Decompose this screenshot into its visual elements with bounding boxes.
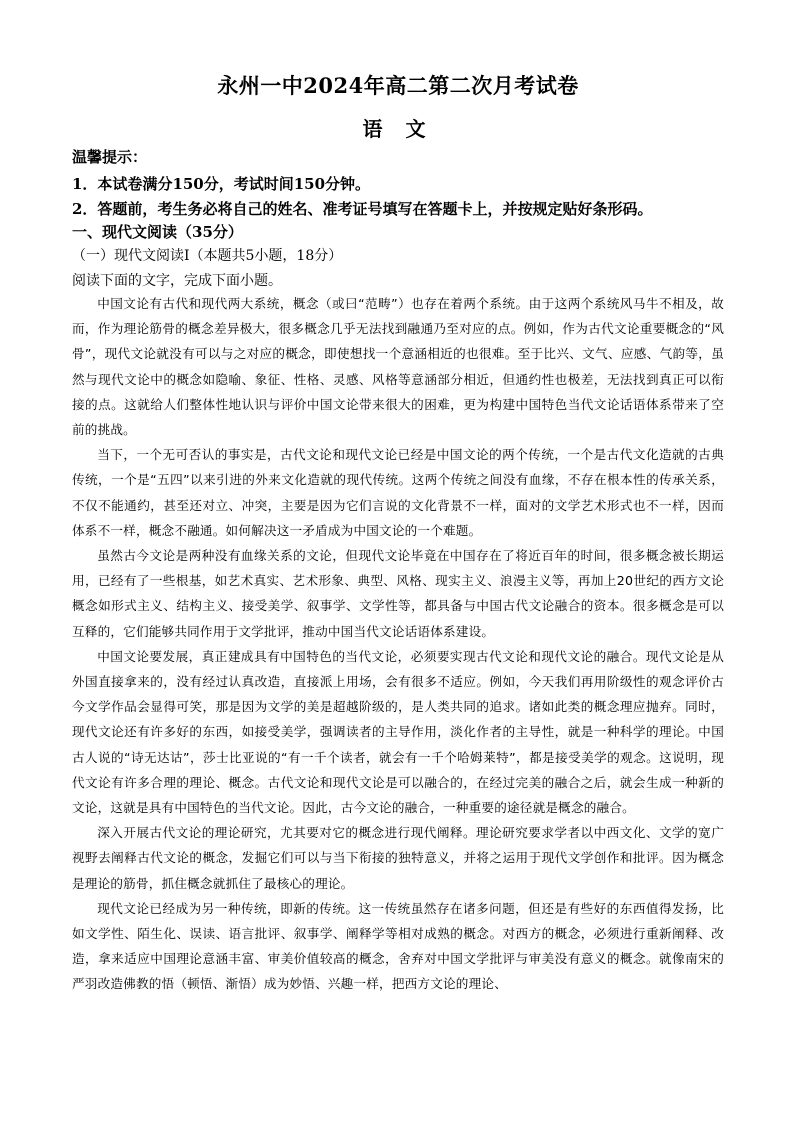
notice-heading: 温馨提示： bbox=[72, 148, 148, 166]
notice-item-1: 1．本试卷满分150分，考试时间150分钟。 bbox=[72, 175, 371, 193]
reading-passage bbox=[72, 291, 724, 997]
reading-instruction: 阅读下面的文字，完成下面小题。 bbox=[72, 273, 282, 289]
section-heading: 一、现代文阅读（35分） bbox=[72, 223, 243, 241]
passage-paragraph: 中国文论有古代和现代两大系统，概念（或曰“范畴”）也存在着两个系统。由于这两个系统风马牛不相及，故而，作为理论筋骨的概念差异极大，很多概念几乎无法找到融通乃至对应的点。例如，作为古代文论重要概念的“风骨”，现代文论就没有可以与之对应的概念，即使想找一个意涵相近的也很难。至于比兴、文气、应感、气韵等，虽然与现代文论中的概念如隐喻、象征、性格、灵感、风格等意涵部分相近，但通约性也极差，无法找到真正可以衔接的点。这就给人们整体性地认识与评价中国文论带来很大的困难，更为构建中国特色当代文论话语体系带来了空前的挑战。 bbox=[72, 296, 724, 438]
passage-paragraph: 现代文论已经成为另一种传统，即新的传统。这一传统虽然存在诸多问题，但还是有些好的东西值得发扬，比如文学性、陌生化、误读、语言批评、叙事学、阐释学等相对成熟的概念。对西方的概念，必须进行重新阐释、改造，拿来适应中国理论意涵丰富、审美价值较高的概念，舍弃对中国文学批评与审美没有意义的概念。就像南宋的严羽改造佛教的悟（顿悟、渐悟）成为妙悟、兴趣一样，把西方文论的理论、 bbox=[72, 900, 724, 992]
passage-paragraph: 深入开展古代文论的理论研究，尤其要对它的概念进行现代阐释。理论研究要求学者以中西文化、文学的宽广视野去阐释古代文论的概念，发掘它们可以与当下衔接的独特意义，并将之运用于现代文学创作和批评。因为概念是理论的筋骨，抓住概念就抓住了最核心的理论。 bbox=[72, 825, 724, 891]
notice-item-2: 2．答题前，考生务必将自己的姓名、准考证号填写在答题卡上，并按规定贴好条形码。 bbox=[72, 200, 653, 218]
subject-title: 语 文 bbox=[362, 117, 434, 141]
section-subheading: （一）现代文阅读Ⅰ（本题共5小题，18分） bbox=[72, 248, 343, 264]
passage-paragraph: 虽然古今文论是两种没有血缘关系的文论，但现代文论毕竟在中国存在了将近百年的时间，很多概念被长期运用，已经有了一些根基，如艺术真实、艺术形象、典型、风格、现实主义、浪漫主义等，再加上20世纪的西方文论概念如形式主义、结构主义、接受美学、叙事学、文学性等，都具备与中国古代文论融合的资本。很多概念是可以互释的，它们能够共同作用于文学批评，推动中国当代文论话语体系建设。 bbox=[72, 548, 724, 639]
passage-paragraph: 当下，一个无可否认的事实是，古代文论和现代文论已经是中国文论的两个传统，一个是古代文化造就的古典传统，一个是“五四”以来引进的外来文化造就的现代传统。这两个传统之间没有血缘，不存在根本性的传承关系，不仅不能通约，甚至还对立、冲突，主要是因为它们言说的文化背景不一样，面对的文学艺术形式也不一样，因而体系不一样，概念不融通。如何解决这一矛盾成为中国文论的一个难题。 bbox=[72, 447, 724, 538]
exam-title: 永州一中2024年高二第二次月考试卷 bbox=[217, 73, 579, 98]
passage-paragraph: 中国文论要发展，真正建成具有中国特色的当代文论，必须要实现古代文论和现代文论的融合。现代文论是从外国直接拿来的，没有经过认真改造，直接派上用场，会有很多不适应。例如，今天我们再用阶级性的观念评价古今文学作品会显得可笑，那是因为文学的美是超越阶级的，是人类共同的追求。诸如此类的概念理应抛弃。同时，现代文论还有许多好的东西，如接受美学，强调读者的主导作用，淡化作者的主导性，就是一种科学的理论。中国古人说的“诗无达诂”，莎士比亚说的“有一千个读者，就会有一千个哈姆莱特”，都是接受美学的观念。这说明，现代文论有许多合理的理论、概念。古代文论和现代文论是可以融合的，在经过完美的融合之后，就会生成一种新的文论，这就是具有中国特色的当代文论。因此，古今文论的融合，一种重要的途径就是概念的融合。 bbox=[72, 648, 724, 816]
